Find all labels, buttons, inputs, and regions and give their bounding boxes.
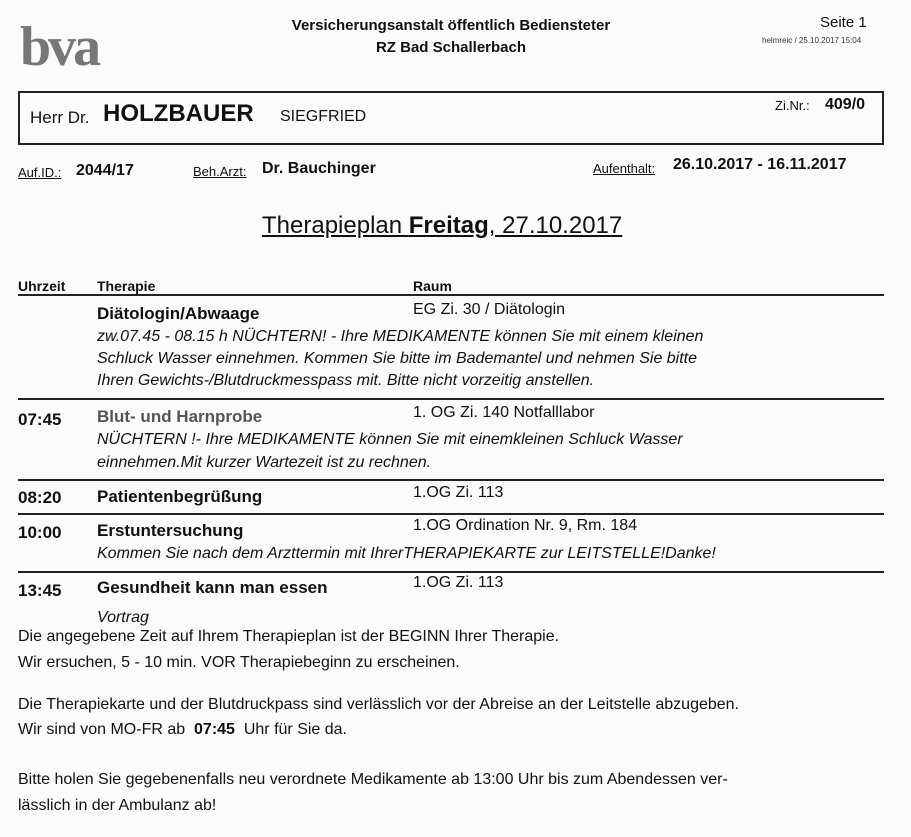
- entry-divider: [18, 513, 884, 515]
- therapy-name: Gesundheit kann man essen: [97, 578, 328, 597]
- therapy-name: Blut- und Harnprobe: [97, 407, 263, 426]
- page-title: [262, 212, 622, 240]
- footer-notice: Wir ersuchen, 5 - 10 min. VOR Therapiebeginn zu erscheinen.: [18, 654, 460, 671]
- patient-firstname: SIEGFRIED: [280, 108, 367, 125]
- therapy-name: Erstuntersuchung: [97, 521, 244, 540]
- therapy-note: Vortrag: [97, 609, 149, 626]
- stay-period-value: 26.10.2017 - 16.11.2017: [673, 156, 847, 173]
- therapy-note: Kommen Sie nach dem Arzttermin mit IhrerTHERAPIEKARTE zur LEITSTELLE!Danke!: [97, 545, 716, 562]
- stay-id-label: Auf.ID.:: [18, 165, 62, 180]
- stay-period-label: Aufenthalt:: [593, 161, 656, 176]
- entry-divider: [18, 398, 884, 400]
- therapy-room: 1.OG Ordination Nr. 9, Rm. 184: [413, 517, 638, 534]
- column-header-room: Raum: [413, 278, 452, 294]
- footer-hours-post: Uhr für Sie da.: [234, 721, 347, 738]
- therapy-note: zw.07.45 - 08.15 h NÜCHTERN! - Ihre MEDIKAMENTE können Sie mit einem kleinen: [97, 328, 704, 345]
- therapy-note: einnehmen.Mit kurzer Wartezeit ist zu rechnen.: [97, 454, 432, 471]
- bva-logo: [20, 18, 115, 73]
- column-header-therapy: Therapie: [97, 278, 156, 294]
- footer-hours-pre: Wir sind von MO-FR ab: [18, 721, 195, 738]
- entry-divider: [18, 571, 884, 573]
- title-date: , 27.10.2017: [488, 212, 623, 239]
- stay-id-value: 2044/17: [76, 162, 134, 179]
- therapy-note: NÜCHTERN !- Ihre MEDIKAMENTE können Sie mit einemkleinen Schluck Wasser: [97, 431, 683, 448]
- therapy-time: 10:00: [18, 523, 62, 542]
- column-header-time: Uhrzeit: [18, 278, 66, 294]
- room-number-value: 409/0: [825, 96, 866, 113]
- therapy-room: 1. OG Zi. 140 Notfalllabor: [413, 404, 595, 421]
- therapy-time: 13:45: [18, 581, 62, 600]
- room-number-label: Zi.Nr.:: [775, 98, 810, 113]
- logo-text: bva: [20, 18, 99, 73]
- patient-surname: HOLZBAUER: [103, 100, 254, 127]
- therapy-room: 1.OG Zi. 113: [413, 574, 504, 591]
- page-number: Seite 1: [820, 14, 867, 31]
- patient-salutation: Herr Dr.: [30, 108, 90, 127]
- organisation-name: Versicherungsanstalt öffentlich Bediensteter: [291, 17, 611, 34]
- therapy-note: Schluck Wasser einnehmen. Kommen Sie bitte im Bademantel und nehmen Sie bitte: [97, 350, 698, 367]
- print-stamp: helmreic / 25.10.2017 15:04: [762, 36, 862, 45]
- doctor-label: Beh.Arzt:: [193, 164, 247, 179]
- footer-hours-time: 07:45: [194, 721, 235, 738]
- footer-notice: Bitte holen Sie gegebenenfalls neu verordnete Medikamente ab 13:00 Uhr bis zum Abendessen ver-: [18, 771, 728, 788]
- header-divider: [18, 294, 884, 296]
- entry-divider: [18, 479, 884, 481]
- footer-notice: Die angegebene Zeit auf Ihrem Therapieplan ist der BEGINN Ihrer Therapie.: [18, 628, 560, 645]
- therapy-time: 08:20: [18, 488, 62, 507]
- title-prefix: Therapieplan: [262, 212, 409, 239]
- therapy-note: Ihren Gewichts-/Blutdruckmesspass mit. Bitte nicht vorzeitig anstellen.: [97, 372, 595, 389]
- therapy-name: Diätologin/Abwaage: [97, 304, 260, 323]
- therapy-name: Patientenbegrüßung: [97, 487, 263, 506]
- doctor-value: Dr. Bauchinger: [262, 160, 376, 177]
- footer-notice: lässlich in der Ambulanz ab!: [18, 797, 217, 814]
- footer-notice: Die Therapiekarte und der Blutdruckpass sind verlässlich vor der Abreise an der Leitstelle abzugeben.: [18, 696, 739, 713]
- footer-hours: [18, 719, 347, 740]
- therapy-time: 07:45: [18, 410, 62, 429]
- therapy-room: 1.OG Zi. 113: [413, 484, 504, 501]
- title-day: Freitag: [408, 212, 489, 239]
- organisation-site: RZ Bad Schallerbach: [375, 39, 527, 56]
- therapy-room: EG Zi. 30 / Diätologin: [413, 301, 566, 318]
